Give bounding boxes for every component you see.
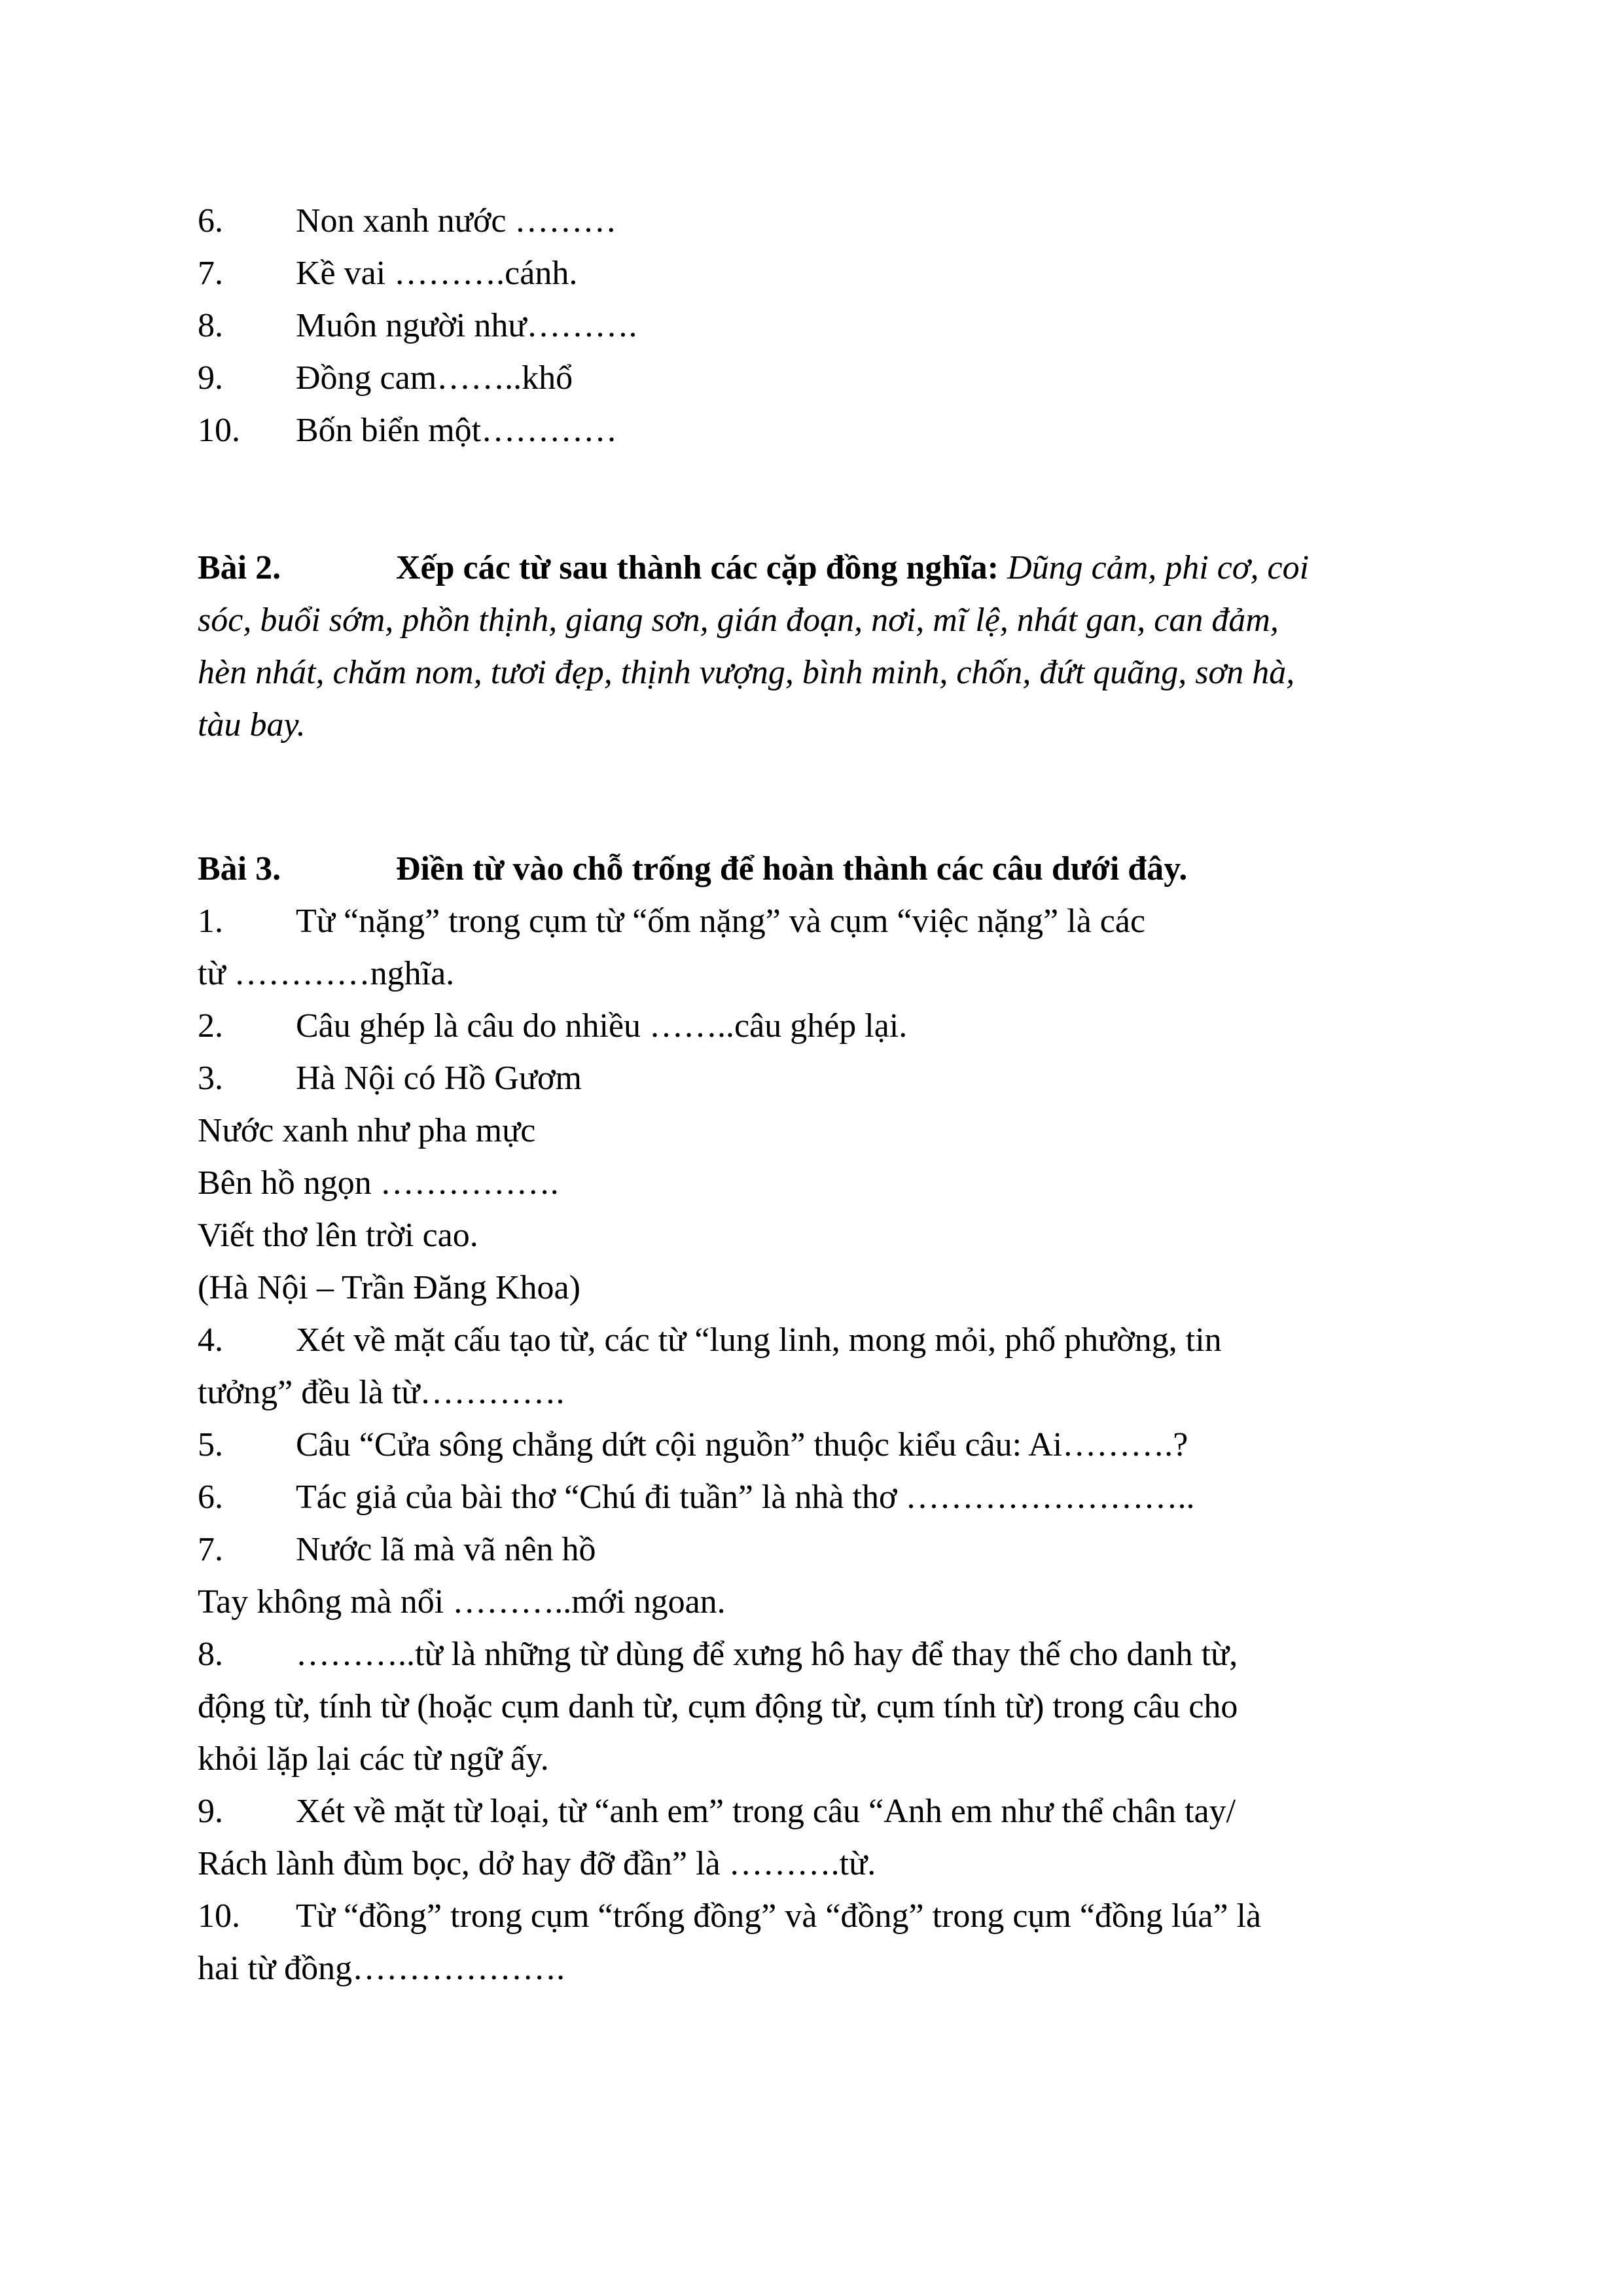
question-number: 8. — [198, 1636, 223, 1673]
list-item-number: 10. — [198, 412, 240, 449]
list-item-text: Bốn biển một………… — [296, 412, 618, 449]
question-text: hai từ đồng………………. — [198, 1950, 565, 1987]
question-number: 10. — [198, 1897, 240, 1935]
question-text: Xét về mặt cấu tạo từ, các từ “lung linh, mong mỏi, phố phường, tin — [296, 1321, 1222, 1359]
exercise-2-words-line1: Dũng cảm, phi cơ, coi — [1007, 549, 1310, 586]
question-number: 5. — [198, 1426, 223, 1463]
list-item-text: Non xanh nước ……… — [296, 202, 617, 240]
question-text: Từ “đồng” trong cụm “trống đồng” và “đồng” trong cụm “đồng lúa” là — [296, 1897, 1262, 1935]
list-item-number: 6. — [198, 202, 223, 240]
poem-line: Nước xanh như pha mực — [198, 1112, 536, 1149]
list-item-text: Kề vai ……….cánh. — [296, 255, 578, 292]
poem-line: Hà Nội có Hồ Gươm — [296, 1060, 582, 1097]
question-number: 9. — [198, 1793, 223, 1830]
question-text: từ …………nghĩa. — [198, 955, 455, 992]
exercise-2-words-line3: hèn nhát, chăm nom, tươi đẹp, thịnh vượng, bình minh, chốn, đứt quãng, sơn hà, — [198, 654, 1295, 691]
list-item-number: 9. — [198, 359, 223, 397]
question-text: Tác giả của bài thơ “Chú đi tuần” là nhà thơ …………………….. — [296, 1479, 1195, 1516]
list-item-text: Đồng cam……..khổ — [296, 359, 573, 397]
question-text: Xét về mặt từ loại, từ “anh em” trong câu “Anh em như thể chân tay/ — [296, 1793, 1236, 1830]
poem-line: Bên hồ ngọn ……………. — [198, 1164, 559, 1202]
poem-line: Tay không mà nổi ………..mới ngoan. — [198, 1583, 726, 1621]
question-text: ………..từ là những từ dùng để xưng hô hay để thay thế cho danh từ, — [296, 1636, 1238, 1673]
exercise-3-label: Bài 3. — [198, 850, 281, 888]
question-number: 4. — [198, 1321, 223, 1359]
exercise-2-heading: Xếp các từ sau thành các cặp đồng nghĩa: — [396, 549, 999, 586]
poem-line: Nước lã mà vã nên hồ — [296, 1531, 596, 1568]
question-text: Câu “Cửa sông chẳng dứt cội nguồn” thuộc kiểu câu: Ai……….? — [296, 1426, 1188, 1463]
poem-source: (Hà Nội – Trần Đăng Khoa) — [198, 1269, 580, 1306]
list-item-number: 7. — [198, 255, 223, 292]
question-number: 1. — [198, 903, 223, 940]
list-item-text: Muôn người như………. — [296, 307, 637, 344]
exercise-3-heading: Điền từ vào chỗ trống để hoàn thành các câu dưới đây. — [396, 850, 1188, 888]
question-text: tưởng” đều là từ…………. — [198, 1374, 565, 1411]
question-text: khỏi lặp lại các từ ngữ ấy. — [198, 1740, 549, 1778]
question-number: 7. — [198, 1531, 223, 1568]
exercise-2-words-line4: tàu bay. — [198, 706, 306, 744]
exercise-2-words-line2: sóc, buổi sớm, phồn thịnh, giang sơn, gián đoạn, nơi, mĩ lệ, nhát gan, can đảm, — [198, 601, 1279, 639]
question-text: Câu ghép là câu do nhiều ……..câu ghép lại. — [296, 1007, 908, 1045]
question-text: Rách lành đùm bọc, dở hay đỡ đần” là ……….từ. — [198, 1845, 876, 1882]
question-number: 2. — [198, 1007, 223, 1045]
question-number: 6. — [198, 1479, 223, 1516]
question-number: 3. — [198, 1060, 223, 1097]
poem-line: Viết thơ lên trời cao. — [198, 1217, 478, 1254]
exercise-2-label: Bài 2. — [198, 549, 281, 586]
question-text: động từ, tính từ (hoặc cụm danh từ, cụm động từ, cụm tính từ) trong câu cho — [198, 1688, 1238, 1725]
question-text: Từ “nặng” trong cụm từ “ốm nặng” và cụm “việc nặng” là các — [296, 903, 1146, 940]
list-item-number: 8. — [198, 307, 223, 344]
exercise-2-heading-line — [396, 542, 1309, 594]
